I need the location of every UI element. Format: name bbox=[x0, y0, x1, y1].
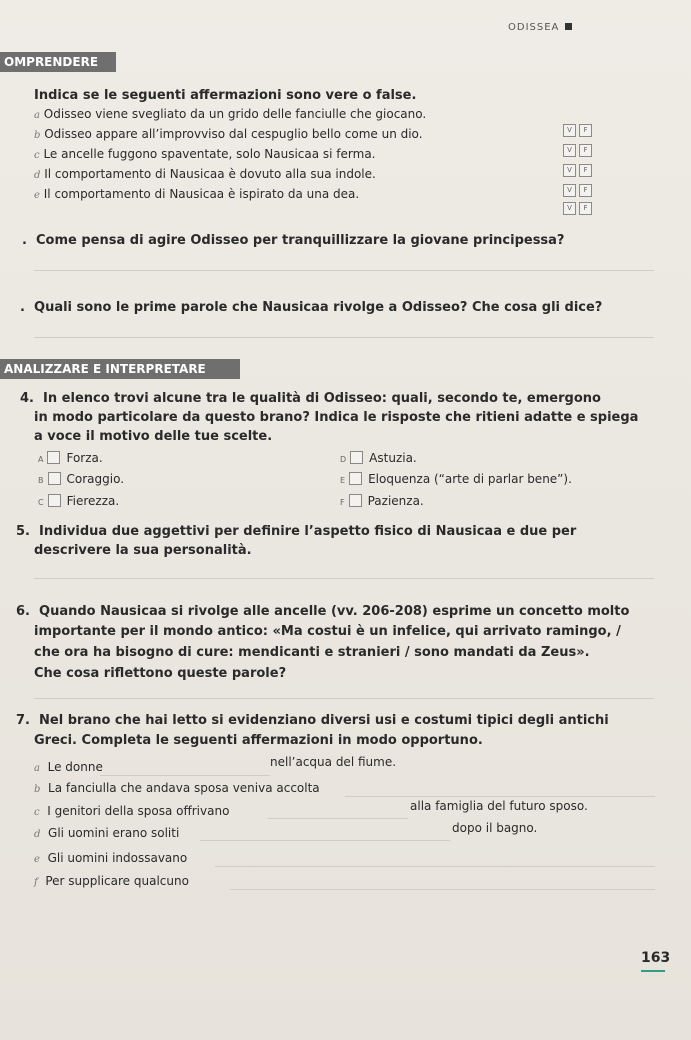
q7-item-a-start: a Le donne bbox=[34, 760, 103, 774]
square-icon bbox=[565, 23, 572, 30]
running-title: ODISSEA bbox=[508, 22, 560, 33]
q5-line-1: 5. Individua due aggettivi per definire l’aspetto fisico di Nausicaa e due per bbox=[16, 524, 577, 539]
q4-line-1: 4. In elenco trovi alcune tra le qualità di Odisseo: quali, secondo te, emergono bbox=[20, 391, 601, 406]
q4-line-3: a voce il motivo delle tue scelte. bbox=[34, 429, 273, 444]
q7-item-d-end: dopo il bagno. bbox=[452, 821, 538, 835]
answer-line[interactable] bbox=[34, 578, 654, 579]
q7-line-2: Greci. Completa le seguenti affermazioni in modo opportuno. bbox=[34, 733, 483, 748]
option-checkbox[interactable] bbox=[350, 451, 363, 464]
option-checkbox[interactable] bbox=[48, 472, 61, 485]
q7-item-b-start: b La fanciulla che andava sposa veniva accolta bbox=[34, 781, 320, 795]
true-checkbox[interactable]: V bbox=[563, 164, 576, 177]
answer-line[interactable] bbox=[34, 698, 654, 699]
q7-item-f-start: f Per supplicare qualcuno bbox=[34, 874, 189, 888]
q1-item-d: d Il comportamento di Nausicaa è dovuto alla sua indole. bbox=[34, 167, 376, 181]
q1-item-e: e Il comportamento di Nausicaa è ispirato da una dea. bbox=[34, 187, 360, 201]
q2: . Come pensa di agire Odisseo per tranquillizzare la giovane principessa? bbox=[22, 233, 565, 248]
q5-line-2: descrivere la sua personalità. bbox=[34, 543, 252, 558]
fill-blank[interactable] bbox=[215, 866, 655, 867]
page-number: 163 bbox=[641, 950, 671, 966]
false-checkbox[interactable]: F bbox=[579, 144, 592, 157]
tf-boxes-b bbox=[563, 144, 592, 157]
false-checkbox[interactable]: F bbox=[579, 202, 592, 215]
false-checkbox[interactable]: F bbox=[579, 164, 592, 177]
q7-item-a-end: nell’acqua del fiume. bbox=[270, 755, 397, 769]
q1-prompt: Indica se le seguenti affermazioni sono vere o false. bbox=[34, 88, 417, 103]
q4-option-e: E Eloquenza (“arte di parlar bene”). bbox=[340, 472, 572, 486]
false-checkbox[interactable]: F bbox=[579, 124, 592, 137]
q7-item-e-start: e Gli uomini indossavano bbox=[34, 851, 188, 865]
q6-line-3: che ora ha bisogno di cure: mendicanti e stranieri / sono mandati da Zeus». bbox=[34, 645, 590, 660]
true-checkbox[interactable]: V bbox=[563, 202, 576, 215]
true-checkbox[interactable]: V bbox=[563, 124, 576, 137]
q4-option-b: B Coraggio. bbox=[38, 472, 125, 486]
q6-line-1: 6. Quando Nausicaa si rivolge alle ancelle (vv. 206-208) esprime un concetto molto bbox=[16, 604, 630, 619]
q4-option-f: F Pazienza. bbox=[340, 494, 424, 508]
fill-blank[interactable] bbox=[230, 889, 655, 890]
tf-boxes-e bbox=[563, 202, 592, 215]
q4-option-c: C Fierezza. bbox=[38, 494, 120, 508]
answer-line[interactable] bbox=[34, 270, 654, 271]
true-checkbox[interactable]: V bbox=[563, 184, 576, 197]
option-checkbox[interactable] bbox=[349, 494, 362, 507]
q6-line-2: importante per il mondo antico: «Ma costui è un infelice, qui arrivato ramingo, / bbox=[34, 624, 621, 639]
q4-line-2: in modo particolare da questo brano? Indica le risposte che ritieni adatte e spiega bbox=[34, 410, 639, 425]
false-checkbox[interactable]: F bbox=[579, 184, 592, 197]
option-checkbox[interactable] bbox=[47, 451, 60, 464]
fill-blank[interactable] bbox=[200, 840, 450, 841]
fill-blank[interactable] bbox=[100, 775, 270, 776]
q1-item-b: b Odisseo appare all’improvviso dal cespuglio bello come un dio. bbox=[34, 127, 423, 141]
true-checkbox[interactable]: V bbox=[563, 144, 576, 157]
q1-item-a: a Odisseo viene svegliato da un grido delle fanciulle che giocano. bbox=[34, 107, 427, 121]
q7-item-d-start: d Gli uomini erano soliti bbox=[34, 826, 180, 840]
option-checkbox[interactable] bbox=[48, 494, 61, 507]
fill-blank[interactable] bbox=[268, 818, 408, 819]
section-title-comprendere: OMPRENDERE bbox=[0, 52, 116, 72]
fill-blank[interactable] bbox=[345, 796, 655, 797]
q7-item-c-start: c I genitori della sposa offrivano bbox=[34, 804, 230, 818]
running-head bbox=[508, 22, 572, 33]
q4-option-a: A Forza. bbox=[38, 451, 103, 465]
q7-line-1: 7. Nel brano che hai letto si evidenziano diversi usi e costumi tipici degli antichi bbox=[16, 713, 609, 728]
tf-boxes-a bbox=[563, 124, 592, 137]
tf-boxes-d bbox=[563, 184, 592, 197]
section-title-analizzare: ANALIZZARE E INTERPRETARE bbox=[0, 359, 240, 379]
tf-boxes-c bbox=[563, 164, 592, 177]
q1-item-c: c Le ancelle fuggono spaventate, solo Nausicaa si ferma. bbox=[34, 147, 376, 161]
q6-line-4: Che cosa riflettono queste parole? bbox=[34, 666, 287, 681]
answer-line[interactable] bbox=[34, 337, 654, 338]
q4-option-d: D Astuzia. bbox=[340, 451, 417, 465]
option-checkbox[interactable] bbox=[349, 472, 362, 485]
page-number-underline bbox=[641, 970, 665, 972]
q7-item-c-end: alla famiglia del futuro sposo. bbox=[410, 799, 588, 813]
q3: . Quali sono le prime parole che Nausicaa rivolge a Odisseo? Che cosa gli dice? bbox=[20, 300, 603, 315]
